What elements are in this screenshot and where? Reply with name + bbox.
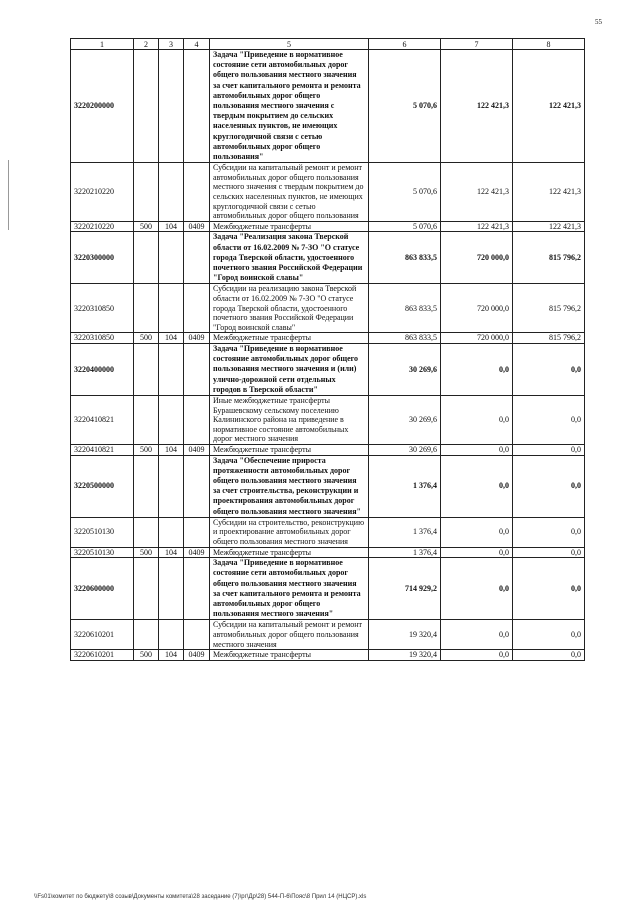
row-col3 — [159, 284, 184, 333]
row-value-col7: 122 421,3 — [441, 163, 513, 222]
row-value-col7: 720 000,0 — [441, 333, 513, 344]
row-value-col8: 815 796,2 — [513, 333, 585, 344]
header-cell: 1 — [71, 39, 134, 50]
row-description: Межбюджетные трансферты — [210, 221, 369, 232]
subsidy-row — [71, 163, 585, 222]
row-col4 — [184, 558, 210, 620]
row-value-col6: 5 070,6 — [369, 221, 441, 232]
row-value-col7: 0,0 — [441, 620, 513, 650]
row-description: Задача "Реализация закона Тверской области от 16.02.2009 № 7-ЗО "О статусе города Тверской области, удостоенного почетного звания Российской Федерации "Город воинской славы" — [210, 232, 369, 284]
row-value-col8: 122 421,3 — [513, 50, 585, 163]
row-col3 — [159, 343, 184, 395]
header-cell: 8 — [513, 39, 585, 50]
row-code: 3220510130 — [71, 547, 134, 558]
row-value-col8: 0,0 — [513, 343, 585, 395]
header-cell: 4 — [184, 39, 210, 50]
row-value-col8: 815 796,2 — [513, 232, 585, 284]
row-description: Субсидии на реализацию закона Тверской области от 16.02.2009 № 7-ЗО "О статусе города Тверской области, удостоенного почетного звания Российской Федерации "Город воинской славы" — [210, 284, 369, 333]
row-description: Межбюджетные трансферты — [210, 333, 369, 344]
row-code: 3220610201 — [71, 650, 134, 661]
page-number: 55 — [595, 18, 602, 26]
subsidy-row — [71, 284, 585, 333]
row-description: Межбюджетные трансферты — [210, 650, 369, 661]
row-col4 — [184, 232, 210, 284]
row-col3 — [159, 395, 184, 444]
row-value-col7: 0,0 — [441, 650, 513, 661]
row-code: 3220510130 — [71, 517, 134, 547]
row-col3 — [159, 517, 184, 547]
row-value-col6: 5 070,6 — [369, 50, 441, 163]
row-col2: 500 — [134, 444, 159, 455]
row-value-col8: 122 421,3 — [513, 221, 585, 232]
subsidy-row — [71, 395, 585, 444]
row-col2 — [134, 163, 159, 222]
subsidy-row — [71, 517, 585, 547]
row-description: Субсидии на капитальный ремонт и ремонт автомобильных дорог общего пользования местного значения с твердым покрытием до сельских населенных пунктов, не имеющих круглогодичной связи с сетью автомобильных дорог общего пользования — [210, 163, 369, 222]
row-value-col6: 863 833,5 — [369, 284, 441, 333]
row-value-col8: 0,0 — [513, 395, 585, 444]
row-col2 — [134, 517, 159, 547]
row-col4 — [184, 284, 210, 333]
row-col3: 104 — [159, 221, 184, 232]
row-col2 — [134, 558, 159, 620]
row-description: Межбюджетные трансферты — [210, 444, 369, 455]
row-col4 — [184, 395, 210, 444]
row-code: 3220500000 — [71, 455, 134, 517]
row-value-col7: 0,0 — [441, 517, 513, 547]
row-col4 — [184, 163, 210, 222]
row-col4 — [184, 455, 210, 517]
row-col4 — [184, 50, 210, 163]
row-col2 — [134, 395, 159, 444]
row-col2 — [134, 50, 159, 163]
row-value-col8: 0,0 — [513, 620, 585, 650]
row-value-col6: 30 269,6 — [369, 395, 441, 444]
row-value-col6: 19 320,4 — [369, 620, 441, 650]
row-value-col8: 0,0 — [513, 547, 585, 558]
row-value-col8: 0,0 — [513, 517, 585, 547]
row-col2: 500 — [134, 547, 159, 558]
row-col2: 500 — [134, 221, 159, 232]
row-value-col6: 1 376,4 — [369, 517, 441, 547]
row-value-col6: 19 320,4 — [369, 650, 441, 661]
row-value-col8: 122 421,3 — [513, 163, 585, 222]
row-description: Субсидии на строительство, реконструкцию и проектирование автомобильных дорог общего пользования местного значения — [210, 517, 369, 547]
row-code: 3220610201 — [71, 620, 134, 650]
row-code: 3220210220 — [71, 163, 134, 222]
row-col4: 0409 — [184, 444, 210, 455]
transfer-row — [71, 444, 585, 455]
row-col2 — [134, 284, 159, 333]
row-col2 — [134, 455, 159, 517]
row-code: 3220400000 — [71, 343, 134, 395]
row-col2 — [134, 620, 159, 650]
row-value-col7: 122 421,3 — [441, 221, 513, 232]
row-description: Субсидии на капитальный ремонт и ремонт автомобильных дорог общего пользования местного значения — [210, 620, 369, 650]
row-description: Задача "Обеспечение прироста протяженности автомобильных дорог общего пользования местного значения за счет строительства, реконструкции и проектирования автомобильных дорог общего пользования местного значения" — [210, 455, 369, 517]
row-value-col6: 30 269,6 — [369, 343, 441, 395]
row-value-col7: 0,0 — [441, 558, 513, 620]
row-value-col7: 720 000,0 — [441, 232, 513, 284]
row-col4: 0409 — [184, 333, 210, 344]
row-value-col8: 815 796,2 — [513, 284, 585, 333]
row-col2 — [134, 232, 159, 284]
transfer-row — [71, 547, 585, 558]
header-cell: 2 — [134, 39, 159, 50]
row-description: Задача "Приведение в нормативное состояние автомобильных дорог общего пользования местного значения и (или) улично-дорожной сети отдельных городов в Тверской области" — [210, 343, 369, 395]
header-cell: 3 — [159, 39, 184, 50]
row-code: 3220200000 — [71, 50, 134, 163]
row-col2: 500 — [134, 650, 159, 661]
row-description: Межбюджетные трансферты — [210, 547, 369, 558]
row-code: 3220600000 — [71, 558, 134, 620]
transfer-row — [71, 333, 585, 344]
transfer-row — [71, 221, 585, 232]
row-col3 — [159, 232, 184, 284]
row-col4 — [184, 343, 210, 395]
row-col2: 500 — [134, 333, 159, 344]
row-value-col7: 0,0 — [441, 343, 513, 395]
row-value-col6: 1 376,4 — [369, 547, 441, 558]
row-col3: 104 — [159, 547, 184, 558]
row-col4 — [184, 620, 210, 650]
row-col4 — [184, 517, 210, 547]
row-col3 — [159, 620, 184, 650]
row-col4: 0409 — [184, 221, 210, 232]
header-cell: 7 — [441, 39, 513, 50]
row-code: 3220410821 — [71, 395, 134, 444]
row-col3: 104 — [159, 650, 184, 661]
row-code: 3220210220 — [71, 221, 134, 232]
task-row — [71, 50, 585, 163]
scan-margin-line — [8, 160, 9, 230]
row-value-col8: 0,0 — [513, 558, 585, 620]
row-col2 — [134, 343, 159, 395]
row-value-col7: 0,0 — [441, 444, 513, 455]
file-path-footer: \\Fs01\комитет по бюджету\8 созыв\Документы комитета\28 заседание (7)\рг\Др\28) 544-П-6\Пояс\8 Прил 14 (НЦСР).xls — [34, 894, 367, 900]
row-value-col7: 0,0 — [441, 547, 513, 558]
row-value-col6: 714 929,2 — [369, 558, 441, 620]
row-col3 — [159, 163, 184, 222]
row-value-col6: 5 070,6 — [369, 163, 441, 222]
row-description: Задача "Приведение в нормативное состояние сети автомобильных дорог общего пользования местного значения за счет капитального ремонта и ремонта автомобильных дорог общего пользования местного значения с твердым покрытием до сельских населенных пунктов, не имеющих круглогодичной связи с сетью автомобильных дорог общего пользования" — [210, 50, 369, 163]
task-row — [71, 455, 585, 517]
row-code: 3220410821 — [71, 444, 134, 455]
row-value-col6: 30 269,6 — [369, 444, 441, 455]
row-code: 3220310850 — [71, 333, 134, 344]
row-value-col8: 0,0 — [513, 650, 585, 661]
row-col4: 0409 — [184, 547, 210, 558]
task-row — [71, 343, 585, 395]
row-col3: 104 — [159, 444, 184, 455]
header-cell: 5 — [210, 39, 369, 50]
row-value-col8: 0,0 — [513, 444, 585, 455]
row-value-col6: 863 833,5 — [369, 232, 441, 284]
task-row — [71, 558, 585, 620]
row-value-col8: 0,0 — [513, 455, 585, 517]
row-col3 — [159, 50, 184, 163]
row-value-col6: 863 833,5 — [369, 333, 441, 344]
table-header-row — [71, 39, 585, 50]
budget-table — [70, 38, 585, 661]
transfer-row — [71, 650, 585, 661]
row-col3 — [159, 455, 184, 517]
row-col4: 0409 — [184, 650, 210, 661]
row-col3: 104 — [159, 333, 184, 344]
subsidy-row — [71, 620, 585, 650]
row-value-col7: 0,0 — [441, 455, 513, 517]
row-description: Задача "Приведение в нормативное состояние сети автомобильных дорог общего пользования местного значения за счет капитального ремонта и ремонта автомобильных дорог общего пользования местного значения" — [210, 558, 369, 620]
row-value-col6: 1 376,4 — [369, 455, 441, 517]
row-description: Иные межбюджетные трансферты Бурашевскому сельскому поселению Калининского района на приведение в нормативное состояние автомобильных дорог местного значения — [210, 395, 369, 444]
row-value-col7: 122 421,3 — [441, 50, 513, 163]
row-code: 3220310850 — [71, 284, 134, 333]
row-value-col7: 0,0 — [441, 395, 513, 444]
row-col3 — [159, 558, 184, 620]
task-row — [71, 232, 585, 284]
row-value-col7: 720 000,0 — [441, 284, 513, 333]
row-code: 3220300000 — [71, 232, 134, 284]
header-cell: 6 — [369, 39, 441, 50]
